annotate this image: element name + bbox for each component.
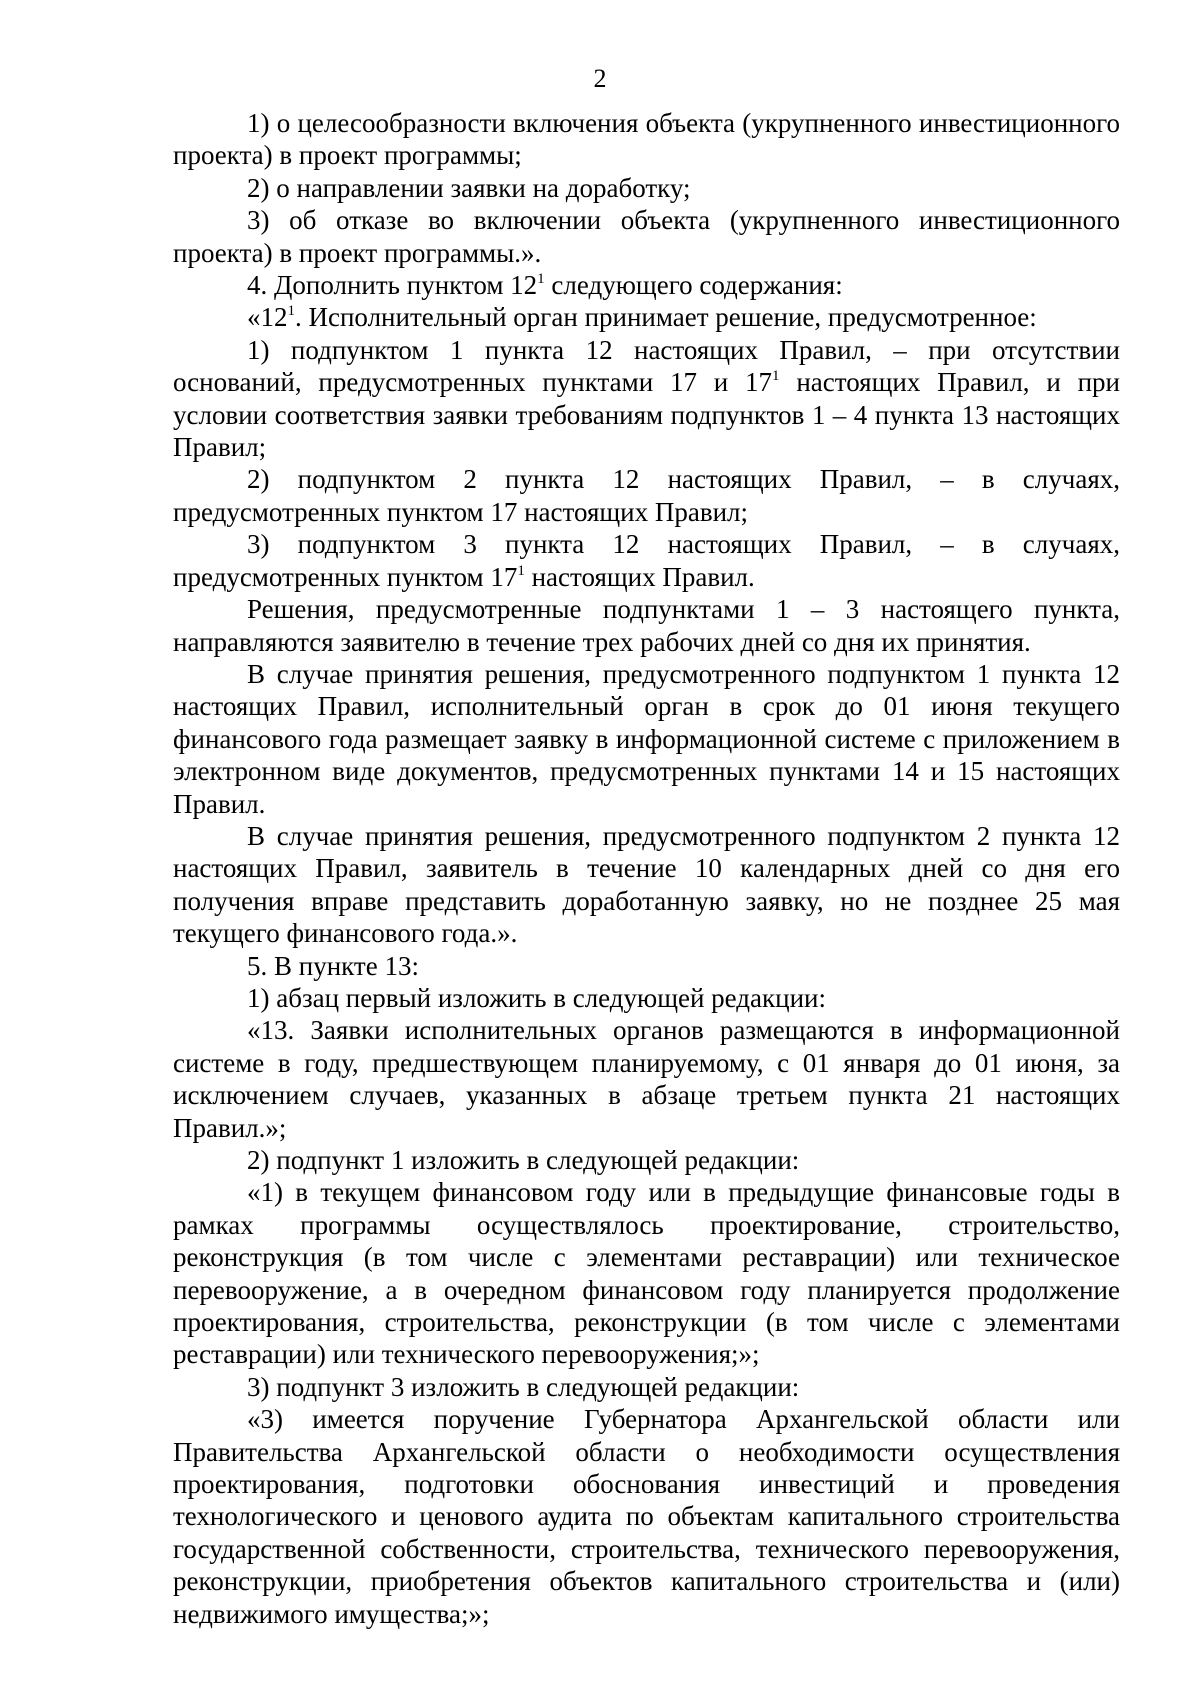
page-number: 2: [593, 64, 607, 93]
paragraph-11: В случае принятия решения, предусмотренного подпунктом 2 пункта 12 настоящих Правил, заявитель в течение 10 календарных дней со дня его получения вправе представить доработанную заявку, но не позднее 25 мая текущего финансового года.».: [173, 820, 1120, 949]
paragraph-14: «13. Заявки исполнительных органов размещаются в информационной системе в году, предшествующем планируемому, с 01 января до 01 июня, за исключением случаев, указанных в абзаце третьем пункта 21 настоящих Правил.»;: [173, 1015, 1120, 1143]
paragraph-2: 2) о направлении заявки на доработку;: [247, 172, 691, 203]
paragraph-18: «3) имеется поручение Губернатора Архангельской области или Правительства Архангельской области о необходимости осуществления проектирования, подготовки обоснования инвестиций и проведения технологического и ценового аудита по объектам капитального строительства государственной собственности, строительства, технического перевооружения, реконструкции, приобретения объектов капитального строительства и (или) недвижимого имущества;»;: [173, 1404, 1120, 1629]
paragraph-1: 1) о целесообразности включения объекта (укрупненного инвестиционного проекта) в проект программы;: [173, 108, 1120, 171]
paragraph-7: 2) подпунктом 2 пункта 12 настоящих Правил, – в случаях, предусмотренных пунктом 17 настоящих Правил;: [173, 464, 1120, 527]
paragraph-5: «$12^1$. Исполнительный орган принимает решение, предусмотренное:: [247, 302, 1037, 333]
paragraph-8: 3) подпунктом 3 пункта 12 настоящих Правил, – в случаях, предусмотренных пунктом $17^1$ настоящих Правил.: [173, 529, 1120, 592]
paragraph-13: 1) абзац первый изложить в следующей редакции:: [247, 982, 826, 1013]
paragraph-9: Решения, предусмотренные подпунктами 1 – 3 настоящего пункта, направляются заявителю в течение трех рабочих дней со дня их принятия.: [173, 594, 1120, 657]
paragraph-15: 2) подпункт 1 изложить в следующей редакции:: [247, 1145, 800, 1175]
paragraph-3: 3) об отказе во включении объекта (укрупненного инвестиционного проекта) в проект программы.».: [173, 205, 1120, 268]
paragraph-10: В случае принятия решения, предусмотренного подпунктом 1 пункта 12 настоящих Правил, исполнительный орган в срок до 01 июня текущего финансового года размещает заявку в информационной системе с приложением в электронном виде документов, предусмотренных пунктами 14 и 15 настоящих Правил.: [173, 658, 1120, 819]
paragraph-4: 4. Дополнить пунктом $12^1$ следующего содержания:: [247, 270, 843, 301]
paragraph-17: 3) подпункт 3 изложить в следующей редакции:: [247, 1371, 800, 1402]
paragraph-16: «1) в текущем финансовом году или в предыдущие финансовые годы в рамках программы осуществлялось проектирование, строительство, реконструкция (в том числе с элементами реставрации) или техническое перевооружение, а в очередном финансовом году планируется продолжение проектирования, строительства, реконструкции (в том числе с элементами реставрации) или технического перевооружения;»;: [173, 1177, 1120, 1370]
paragraph-6: 1) подпунктом 1 пункта 12 настоящих Правил, – при отсутствии оснований, предусмотренных пунктами 17 и $17^1$ настоящих Правил, и при условии соответствия заявки требованиям подпунктов 1 – 4 пункта 13 настоящих Правил;: [173, 334, 1120, 463]
paragraph-12: 5. В пункте 13:: [247, 950, 419, 981]
document-body: [173, 107, 1120, 1630]
